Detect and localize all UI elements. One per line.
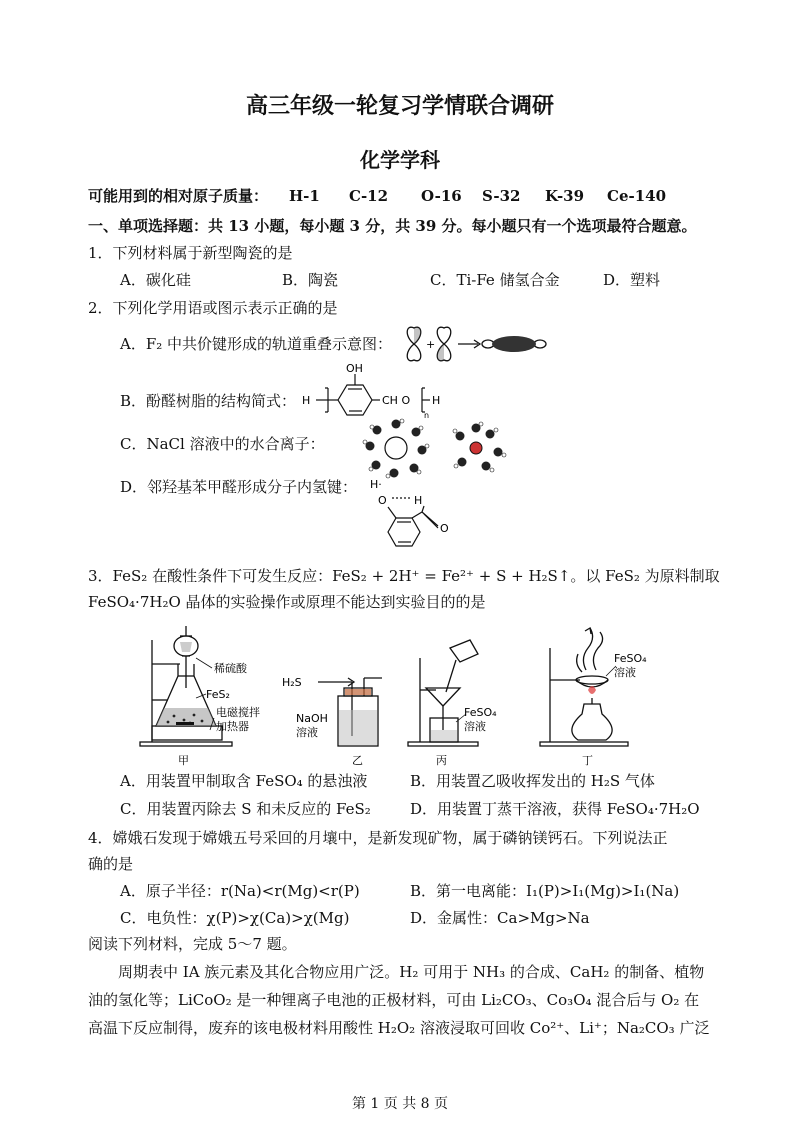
q3-option-b: B．用装置乙吸收挥发出的 H₂S 气体 — [410, 772, 655, 790]
resin-h-right: H — [432, 394, 441, 407]
orbital-plus-sign: + — [426, 338, 436, 351]
page-number: 第 1 页 共 8 页 — [351, 1096, 449, 1112]
resin-cho-label: CH O — [382, 394, 411, 407]
resin-n-subscript: n — [424, 411, 430, 420]
q3-option-c: C．用装置丙除去 S 和未反应的 FeS₂ — [120, 800, 371, 818]
hydrogen-bond-structure — [368, 474, 468, 556]
bing-name: 丙 — [436, 754, 447, 767]
q2-stem: 2．下列化学用语或图示表示正确的是 — [88, 299, 338, 317]
phenolic-resin-structure — [300, 362, 450, 422]
atomic-mass-label: 可能用到的相对原子质量： — [88, 187, 269, 205]
atomic-mass-c: C-12 — [349, 187, 389, 205]
q2-option-a: A．F₂ 中共价键形成的轨道重叠示意图： — [120, 335, 393, 353]
yi-gas-label: H₂S — [282, 676, 302, 689]
ding-solution-label: 溶液 — [614, 666, 636, 679]
jia-name: 甲 — [178, 754, 189, 767]
resin-h-left: H — [302, 394, 311, 407]
hbond-h-dot: H· — [370, 478, 382, 491]
hydrated-ions-figure — [358, 418, 518, 478]
reading-intro: 阅读下列材料，完成 5～7 题。 — [88, 935, 297, 953]
atomic-mass-k: K-39 — [545, 187, 585, 205]
subject-title: 化学学科 — [360, 148, 440, 172]
hbond-o-left: O — [378, 494, 387, 507]
jia-stirrer-label-1: 电磁搅拌 — [216, 706, 260, 719]
atomic-mass-h: H-1 — [289, 187, 320, 205]
ding-feso4-label: FeSO₄ — [614, 652, 647, 665]
q2-option-c: C．NaCl 溶液中的水合离子： — [120, 435, 325, 453]
orbital-overlap-figure — [400, 322, 550, 366]
q1-stem: 1．下列材料属于新型陶瓷的是 — [88, 244, 293, 262]
q3-option-a: A．用装置甲制取含 FeSO₄ 的悬浊液 — [120, 772, 368, 790]
yi-naoh-label-1: NaOH — [296, 712, 328, 725]
q1-option-d: D．塑料 — [603, 271, 661, 289]
yi-solution-fill — [339, 710, 377, 745]
yi-naoh-label-2: 溶液 — [296, 726, 318, 739]
q3-option-d: D．用装置丁蒸干溶液，获得 FeSO₄·7H₂O — [410, 800, 700, 818]
jia-acid-label: 稀硫酸 — [214, 662, 247, 675]
q4-option-a: A．原子半径：r(Na)<r(Mg)<r(P) — [120, 882, 360, 900]
hydrated-cation — [363, 419, 429, 478]
q2-option-b: B．酚醛树脂的结构简式： — [120, 392, 297, 410]
q3-stem-line2: FeSO₄·7H₂O 晶体的实验操作或原理不能达到实验目的的是 — [88, 593, 486, 611]
yi-name: 乙 — [352, 754, 363, 767]
section-heading: 一、单项选择题：共 13 小题，每小题 3 分，共 39 分。每小题只有一个选项最符合题意。 — [88, 217, 697, 235]
q3-stem-line1: 3．FeS₂ 在酸性条件下可发生反应：FeS₂ + 2H⁺ = Fe²⁺ + S + H₂S↑。以 FeS₂ 为原料制取 — [88, 567, 720, 585]
yi-stopper — [345, 689, 371, 695]
resin-oh-label: OH — [346, 362, 363, 375]
atomic-mass-o: O-16 — [421, 187, 462, 205]
hydrated-anion — [453, 422, 506, 472]
bing-solution-label: 溶液 — [464, 720, 486, 733]
q1-option-b: B．陶瓷 — [282, 271, 339, 289]
atomic-mass-s: S-32 — [482, 187, 521, 205]
atomic-mass-ce: Ce-140 — [607, 187, 667, 205]
q4-stem-line1: 4．嫦娥石发现于嫦娥五号采回的月壤中，是新发现矿物，属于磷钠镁钙石。下列说法正 — [88, 829, 668, 847]
exam-title: 高三年级一轮复习学情联合调研 — [245, 93, 554, 119]
jia-fes2-label: FeS₂ — [206, 688, 230, 701]
apparatus-ding — [540, 628, 628, 746]
hbond-o-right: O — [440, 522, 449, 535]
q4-option-c: C．电负性：χ(P)>χ(Ca)>χ(Mg) — [120, 909, 350, 927]
ding-name: 丁 — [582, 754, 593, 767]
hbond-h-top: H — [414, 494, 423, 507]
reading-line-1: 周期表中 IA 族元素及其化合物应用广泛。H₂ 可用于 NH₃ 的合成、CaH₂ 的制备、植物 — [118, 963, 705, 981]
q1-option-a: A．碳化硅 — [120, 271, 191, 289]
q3-apparatus-figure — [130, 618, 650, 770]
q4-stem-line2: 确的是 — [88, 855, 134, 873]
bing-feso4-label: FeSO₄ — [464, 706, 497, 719]
bing-filtrate-fill — [431, 730, 457, 741]
q4-option-d: D．金属性：Ca>Mg>Na — [410, 909, 590, 927]
reading-line-3: 高温下反应制得，废弃的该电极材料用酸性 H₂O₂ 溶液浸取可回收 Co²⁺、Li⁺；Na₂CO₃ 广泛 — [88, 1019, 710, 1037]
jia-stirrer-label-2: 加热器 — [216, 720, 249, 733]
q4-option-b: B．第一电离能：I₁(P)>I₁(Mg)>I₁(Na) — [410, 882, 680, 900]
reading-line-2: 油的氢化等；LiCoO₂ 是一种锂离子电池的正极材料，可由 Li₂CO₃、Co₃O₄ 混合后与 O₂ 在 — [88, 991, 700, 1009]
q2-option-d: D．邻羟基苯甲醛形成分子内氢键： — [120, 478, 358, 496]
q1-option-c: C．Ti-Fe 储氢合金 — [430, 271, 560, 289]
